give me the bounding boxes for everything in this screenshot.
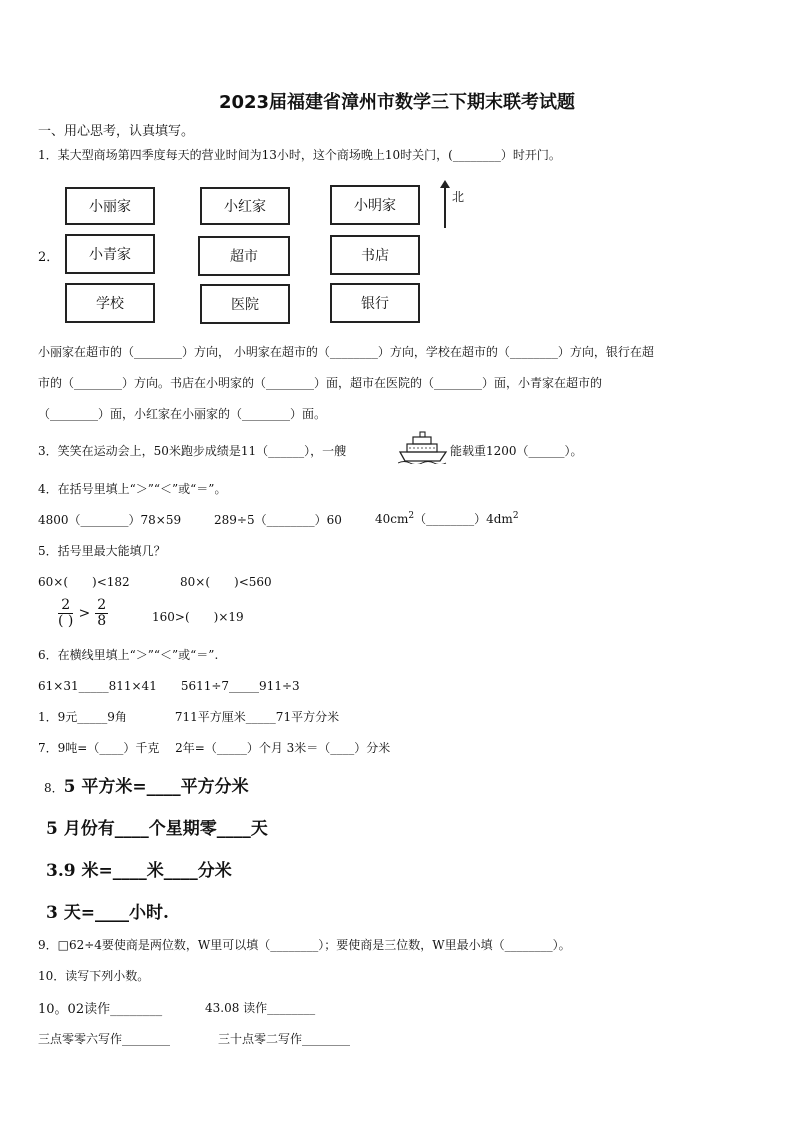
question-9: 9．□62÷4要使商是两位数，W里可以填（________）；要使商是三位数，W里最小填（________）。 [38,938,571,952]
map-box-bookstore: 书店 [330,235,420,275]
map-box-xiaoli: 小丽家 [65,187,155,225]
question-10: 10．读写下列小数。 [38,969,150,983]
page-title: 2023届福建省漳州市数学三下期末联考试题 [218,92,576,113]
question-7: 7．9吨=（____）千克 2年=（_____）个月 3米＝（____）分米 [38,741,391,755]
question-4-item-c-right: （________）4dm [414,512,513,526]
question-2-line-2: 市的（________）方向。书店在小明家的（________）面，超市在医院的（________）面，小青家在超市的 [38,376,603,390]
question-6-line-a: 61×31_____811×41 5611÷7_____911÷3 [38,679,300,693]
fraction-left-numerator: 2 [58,598,73,614]
question-2-number: 2． [38,250,60,265]
ship-icon [398,430,448,464]
question-4: 4．在括号里填上“＞”“＜”或“＝”。 [38,482,227,496]
north-label: 北 [452,190,465,204]
greater-than-sign: > [78,605,91,622]
fraction-left-denominator: ( ) [58,613,74,629]
question-4-item-c [375,510,519,527]
fraction-right-numerator: 2 [97,597,107,613]
map-box-xiaoqing: 小青家 [65,234,155,274]
question-4-item-c-left: 40cm [375,512,409,526]
question-5-fraction-compare [58,598,108,629]
map-box-school: 学校 [65,283,155,323]
question-5: 5．括号里最大能填几？ [38,544,166,558]
question-8-a [44,772,249,797]
question-4-item-c-sup-1: 2 [408,511,415,521]
section-heading: 一、用心思考，认真填写。 [38,124,195,139]
north-arrow-line [444,186,446,228]
question-10-item-c: 三点零零六写作________ [38,1032,171,1046]
question-8-b: 5 月份有____个星期零____天 [46,819,268,839]
question-6-line-b: 1．9元_____9角 711平方厘米_____71平方分米 [38,710,340,724]
question-8-a-text: 5 平方米=____平方分米 [63,777,249,797]
question-1: 1．某大型商场第四季度每天的营业时间为13小时，这个商场晚上10时关门，(________）时开门。 [38,148,561,162]
question-8-d: 3 天=____小时. [46,903,169,923]
question-5-item-b: 80×( )<560 [180,575,272,589]
map-box-xiaoming: 小明家 [330,185,420,225]
question-10-item-b: 43.08 读作________ [205,1001,316,1015]
question-10-item-d: 三十点零二写作________ [218,1032,351,1046]
question-10-item-a: 10。02读作________ [38,1002,163,1017]
fraction-right [95,598,108,629]
question-8-number: 8． [44,781,64,795]
question-4-item-a: 4800（________）78×59 [38,513,182,527]
question-3-part-b: 能载重1200（______）。 [450,444,583,458]
question-8-c: 3.9 米=____米____分米 [46,861,232,881]
question-4-item-c-sup-2: 2 [512,511,519,521]
map-box-supermarket: 超市 [198,236,290,276]
fraction-right-denominator: 8 [97,613,107,629]
question-2-line-1: 小丽家在超市的（________）方向， 小明家在超市的（________）方向，学校在超市的（________）方向，银行在超 [38,345,654,359]
fraction-left [58,598,73,629]
question-6: 6．在横线里填上“＞”“＜”或“＝”. [38,648,219,662]
map-box-xiaohong: 小红家 [200,187,290,225]
question-3-part-a: 3．笑笑在运动会上，50米跑步成绩是11（______），一艘 [38,444,347,458]
question-5-item-c: 160>( )×19 [152,610,244,624]
question-4-item-b: 289÷5（________）60 [214,513,342,527]
question-5-item-a: 60×( )<182 [38,575,130,589]
map-box-bank: 银行 [330,283,420,323]
map-box-hospital: 医院 [200,284,290,324]
question-2-line-3: （________）面，小红家在小丽家的（________）面。 [38,407,327,421]
